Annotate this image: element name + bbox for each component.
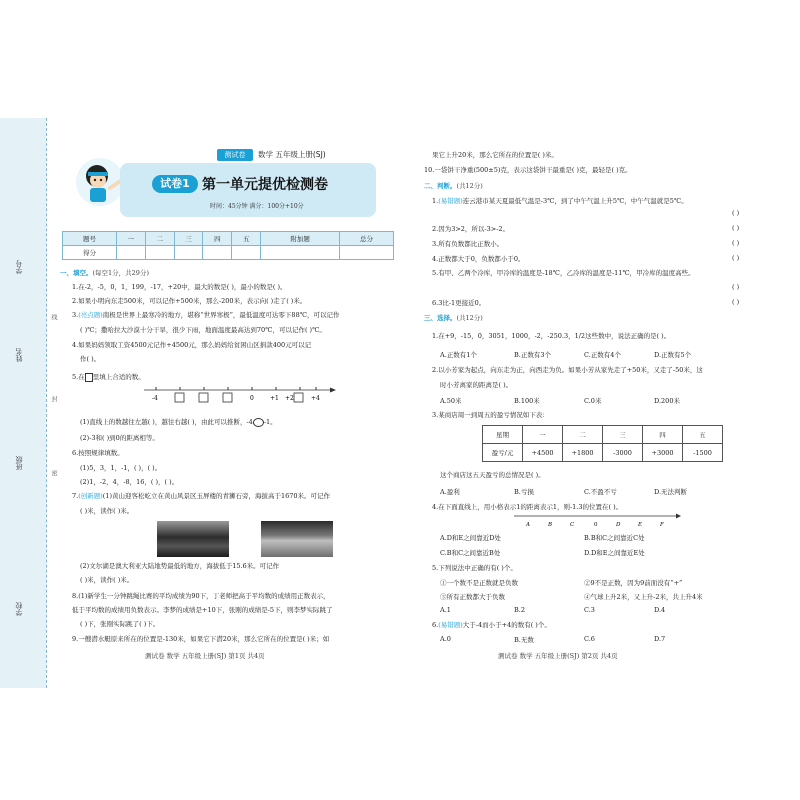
score-cell[interactable]	[261, 246, 340, 260]
choice-2-opt-d[interactable]: D.200米	[654, 397, 680, 405]
line-letter: B	[548, 522, 553, 528]
question-7-2: (2)文尔湖是澳大利亚大陆地势最低的地方，海拔低于15.6米。可记作	[80, 562, 280, 570]
question-9-cont: 果它上升20米，那么它所在的位置是( )米。	[432, 151, 558, 159]
question-3: 3.(亮点题)南极是世界上最寒冷的地方，堪称“世界寒极”，最低温度可达零下88℃，可以记作	[72, 311, 340, 319]
choice-2-cont: 时小芳离家的距离是( )。	[440, 381, 513, 389]
choice-4: 4.在下面直线上，用小格表示1的距离表示1，则-1.3的位置在( )。	[432, 503, 623, 511]
innovation-tag: (创新题)	[78, 492, 103, 500]
choice-5-opt-d[interactable]: D.4	[654, 606, 666, 614]
judge-answer-3[interactable]: ( )	[732, 239, 740, 247]
school-label: 学校	[15, 602, 23, 616]
section-fill-blank	[60, 268, 149, 277]
judge-answer-4[interactable]: ( )	[732, 254, 740, 262]
question-8-cont: 低于平均数的成绩用负数表示。李梦的成绩是+10下，张刚的成绩是-5下，则李梦实际跳了	[72, 606, 333, 614]
lake-photo	[261, 521, 333, 557]
binding-strip	[0, 118, 57, 688]
score-header-cell: 四	[203, 232, 232, 246]
question-text: 南极是世界上最寒冷的地方，堪称“世界寒极”，最低温度可达零下88℃，可以记作	[102, 311, 340, 319]
section-note: (每空1分，共29分)	[92, 269, 149, 277]
profit-table	[482, 425, 723, 462]
profit-value-cell: +1800	[563, 444, 603, 462]
choice-5-opt-a[interactable]: A.1	[440, 606, 451, 614]
score-header-cell: 二	[145, 232, 174, 246]
choice-3-question: 这个商店这五天盈亏的总情况是( )。	[440, 471, 545, 479]
section-title: 三、选择。	[424, 314, 457, 322]
question-4-cont: 作( )。	[80, 355, 101, 363]
question-3-cont: ( )℃；撒哈拉大沙漠十分干旱，很少下雨，地面温度最高达到70℃，可以记作( )℃。	[80, 326, 326, 334]
judge-1: 1.(易错题)连云港市某天夏最低气温是-3℃，到了中午气温上升5℃，中午气温就是5℃。	[432, 197, 688, 205]
name-label: 姓名	[15, 348, 23, 362]
section-choice	[424, 313, 483, 322]
score-cell[interactable]	[232, 246, 261, 260]
choice-2: 2.以小芳家为起点，向东走为正，向西走为负。如果小芳从家先走了+50米，又走了-50米，这	[432, 366, 703, 374]
choice-6-opt-b[interactable]: B.无数	[514, 636, 534, 644]
line-letter: F	[660, 522, 664, 528]
choice-3-opt-d[interactable]: D.无法判断	[654, 488, 688, 496]
choice-1-opt-d[interactable]: D.正数有5个	[654, 351, 692, 359]
score-row-label: 得分	[63, 246, 117, 260]
error-prone-tag: (易错题)	[438, 621, 463, 629]
choice-5-opt-b[interactable]: B.2	[514, 606, 525, 614]
class-label: 班级	[15, 456, 23, 470]
question-10: 10.一袋饼干净重(500±5)克，表示这袋饼干最重是( )克，最轻是( )克。	[424, 166, 632, 174]
tick-label: +1	[270, 395, 279, 402]
judge-answer-5[interactable]: ( )	[732, 283, 740, 291]
line-letter: D	[616, 522, 621, 528]
choice-6-opt-a[interactable]: A.0	[440, 635, 451, 643]
section-note: (共12分)	[456, 314, 483, 322]
score-cell[interactable]	[340, 246, 394, 260]
choice-6: 6.(易错题)大于-4而小于+4的数有( )个。	[432, 621, 551, 629]
question-7-cont: ( )米，读作( )米。	[80, 507, 134, 515]
seal-char: 密	[50, 470, 57, 476]
score-cell[interactable]	[145, 246, 174, 260]
judge-answer-2[interactable]: ( )	[732, 224, 740, 232]
question-6: 6.按照规律填数。	[72, 449, 124, 457]
question-text: 大于-4而小于+4的数有( )个。	[462, 621, 551, 629]
profit-header-cell: 四	[643, 426, 683, 444]
paper-number-badge: 试卷1	[152, 175, 198, 193]
choice-1-opt-c[interactable]: C.正数有4个	[584, 351, 621, 359]
question-7-2-cont: ( )米，读作( )米。	[80, 576, 134, 584]
score-header-cell: 一	[116, 232, 145, 246]
line-letter: C	[570, 522, 575, 528]
section-title: 一、填空。	[60, 269, 93, 277]
tick-label: 0	[250, 395, 254, 402]
choice-6-opt-d[interactable]: D.7	[654, 635, 666, 643]
choice-5-statement: ③所有正数都大于负数	[440, 593, 505, 601]
seal-char: 封	[50, 396, 57, 402]
line-letter: E	[638, 522, 643, 528]
score-cell[interactable]	[174, 246, 203, 260]
choice-5-statement: ①一个数不是正数就是负数	[440, 579, 518, 587]
choice-2-opt-a[interactable]: A.50米	[440, 397, 462, 405]
judge-3: 3.所有负数都比正数小。	[432, 240, 504, 248]
highlight-tag: (亮点题)	[78, 311, 103, 319]
exam-meta: 时间：45分钟 满分：100分+10分	[210, 203, 304, 210]
profit-value-cell: -3000	[603, 444, 643, 462]
score-row	[63, 246, 394, 260]
question-8: 8.(1)新学生一分钟跳绳比赛的平均成绩为90下，丁老师把高于平均数的成绩用正数表示，	[72, 592, 330, 600]
choice-3-opt-a[interactable]: A.盈利	[440, 488, 460, 496]
profit-value-cell: +4500	[523, 444, 563, 462]
line-letter: A	[526, 522, 530, 528]
question-6-1: (1)5，3，1，-1，( )，( )。	[80, 464, 162, 472]
choice-1: 1.在+9，-15，0，3051，1000，-2，-250.3，1/2这些数中，说法正确的是( )。	[432, 332, 671, 340]
choice-6-opt-c[interactable]: C.6	[584, 635, 595, 643]
profit-value-cell: +3000	[643, 444, 683, 462]
choice-4-opt-c[interactable]: C.B和C之间靠近B处	[440, 549, 501, 557]
profit-header-cell: 星期	[483, 426, 523, 444]
profit-header-cell: 三	[603, 426, 643, 444]
profit-value-cell: -1500	[683, 444, 723, 462]
choice-5-statement: ②9不是正数，因为9前面没有“+”	[584, 579, 683, 587]
seal-char: 线	[50, 314, 57, 320]
question-5-1	[80, 417, 277, 427]
score-header-cell: 总分	[340, 232, 394, 246]
header-subtitle: 数学 五年级上册(SJ)	[258, 150, 326, 159]
choice-4-opt-d[interactable]: D.D和E之间靠近E处	[584, 549, 645, 557]
question-text: -1。	[263, 418, 277, 426]
tick-label: -4	[152, 395, 158, 402]
section-judge	[424, 181, 483, 190]
question-4: 4.如果妈妈领取工资4500元记作+4500元，那么妈妈给贫困山区捐款400元可以记	[72, 341, 312, 349]
tick-label: +4	[311, 395, 320, 402]
score-header-cell: 五	[232, 232, 261, 246]
judge-5: 5.有甲、乙两个冷库，甲冷库的温度是-18℃，乙冷库的温度是-11℃，甲冷库的温度高些。	[432, 269, 695, 277]
pine-tree-photo	[157, 521, 229, 557]
question-9: 9.一艘潜水艇原来所在的位置是-130米，如果它下潜20米，那么它所在的位置是( )米；如	[72, 635, 330, 643]
profit-header-cell: 五	[683, 426, 723, 444]
score-cell[interactable]	[203, 246, 232, 260]
choice-3: 3.某商店周一到周五的盈亏情况如下表：	[432, 411, 549, 419]
question-6-2: (2)1，-2，4，-8，16，( )，( )。	[80, 478, 179, 486]
choice-4-opt-b[interactable]: B.B和C之间靠近C处	[584, 534, 645, 542]
choice-3-opt-c[interactable]: C.不盈不亏	[584, 488, 617, 496]
score-header-cell: 附加题	[261, 232, 340, 246]
score-cell[interactable]	[116, 246, 145, 260]
choice-1-opt-b[interactable]: B.正数有3个	[514, 351, 551, 359]
question-text: (1)直线上的数越往左越( )，越往右越( )，由此可以推断，-4	[80, 418, 253, 426]
question-text: 5.在	[72, 373, 85, 381]
score-header-cell: 三	[174, 232, 203, 246]
profit-header-row	[483, 426, 723, 444]
choice-5-statement: ④气球上升2米，又上升-2米，共上升4米	[584, 593, 703, 601]
page-footer-left: 测试卷 数学 五年级上册(SJ) 第1页 共4页	[145, 652, 265, 660]
student-id-label: 学号	[15, 260, 23, 274]
choice-5-opt-c[interactable]: C.3	[584, 606, 595, 614]
letter-number-line	[512, 513, 682, 529]
question-1: 1.在-2，-5，0，1，199，-17，+20中，最大的数是( )，最小的数是( )。	[72, 283, 287, 291]
number-line	[140, 386, 340, 408]
tick-label: +2	[285, 395, 294, 402]
judge-answer-1[interactable]: ( )	[732, 209, 740, 217]
question-5-2: (2)-3和( )到0的距离相等。	[80, 434, 159, 442]
profit-value-row	[483, 444, 723, 462]
judge-2: 2.因为3>2，所以-3>-2。	[432, 225, 510, 233]
question-text: 连云港市某天夏最低气温是-3℃，到了中午气温上升5℃，中午气温就是5℃。	[462, 197, 688, 205]
question-7: 7.(创新题)(1)黄山迎客松屹立在黄山风景区玉屏楼的青狮石旁，海拔高于1670米。可记作	[72, 492, 331, 500]
profit-header-cell: 一	[523, 426, 563, 444]
judge-4: 4.正数都大于0，负数都小于0。	[432, 255, 525, 263]
question-5	[72, 372, 145, 382]
choice-3-opt-b[interactable]: B.亏损	[514, 488, 534, 496]
test-badge: 测试卷	[217, 149, 253, 161]
choice-1-opt-a[interactable]: A.正数有1个	[440, 351, 477, 359]
choice-2-opt-c[interactable]: C.0米	[584, 397, 602, 405]
score-header-row	[63, 232, 394, 246]
section-title: 二、判断。	[424, 182, 457, 190]
score-table	[62, 231, 394, 260]
answer-box[interactable]	[85, 373, 93, 382]
cut-line	[46, 118, 47, 688]
page-title: 第一单元提优检测卷	[202, 177, 328, 193]
judge-answer-6[interactable]: ( )	[732, 298, 740, 306]
question-2: 2.如果小明向东走500米，可以记作+500米，那么-200米，表示向( )走了( )米。	[72, 297, 307, 305]
profit-header-cell: 二	[563, 426, 603, 444]
line-letter: 0	[594, 522, 598, 528]
choice-5: 5.下列说法中正确的有( )个。	[432, 564, 517, 572]
error-prone-tag: (易错题)	[438, 197, 463, 205]
question-8-cont2: ( )下，张刚实际跳了( )下。	[80, 620, 160, 628]
question-text: (1)黄山迎客松屹立在黄山风景区玉屏楼的青狮石旁，海拔高于1670米。可记作	[102, 492, 331, 500]
compare-circle[interactable]	[253, 418, 264, 427]
choice-2-opt-b[interactable]: B.100米	[514, 397, 540, 405]
section-note: (共12分)	[456, 182, 483, 190]
score-header-cell: 题号	[63, 232, 117, 246]
question-text: 里填上合适的数。	[92, 373, 145, 381]
choice-4-opt-a[interactable]: A.D和E之间靠近D处	[440, 534, 501, 542]
page-footer-right: 测试卷 数学 五年级上册(SJ) 第2页 共4页	[498, 652, 618, 660]
judge-6: 6.3比-1更接近0。	[432, 299, 486, 307]
profit-value-cell: 盈亏/元	[483, 444, 523, 462]
